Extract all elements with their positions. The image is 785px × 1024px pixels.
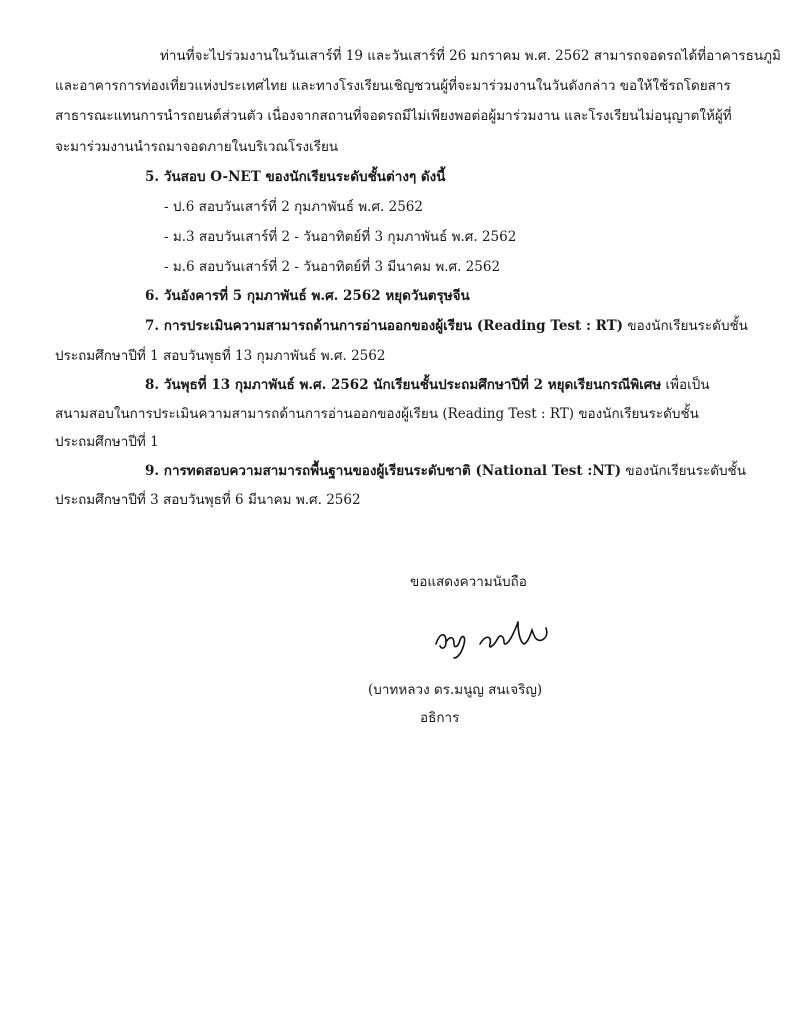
item-9-heading-bold: 9. การทดสอบความสามารถพื้นฐานของผู้เรียนระดับชาติ (National Test :NT) [145,463,622,479]
handwritten-signature [432,614,562,664]
item-7-heading [145,316,748,336]
item-7-heading-rest: ของนักเรียนระดับชั้น [623,318,748,334]
closing-salutation: ขอแสดงความนับถือ [410,574,527,590]
intro-line-3: สาธารณะแทนการนำรถยนต์ส่วนตัว เนื่องจากสถานที่จอดรถมีไม่เพียงพอต่อผู้มาร่วมงาน และโรงเรียนไม่อนุญาตให้ผู้ที่ [55,108,732,124]
item-8-heading-bold: 8. วันพุธที่ 13 กุมภาพันธ์ พ.ศ. 2562 นักเรียนชั้นประถมศึกษาปีที่ 2 หยุดเรียนกรณีพิเศษ [145,377,662,393]
item-5-sub-3: - ม.6 สอบวันเสาร์ที่ 2 - วันอาทิตย์ที่ 3 มีนาคม พ.ศ. 2562 [164,259,501,275]
intro-line-4: จะมาร่วมงานนำรถมาจอดภายในบริเวณโรงเรียน [55,139,339,155]
item-9-heading [145,461,746,481]
item-7-heading-bold: 7. การประเมินความสามารถด้านการอ่านออกของผู้เรียน (Reading Test : RT) [145,318,624,334]
item-9-line-2: ประถมศึกษาปีที่ 3 สอบวันพุธที่ 6 มีนาคม พ.ศ. 2562 [55,492,361,508]
item-8-line-3: ประถมศึกษาปีที่ 1 [55,434,159,450]
item-8-line-2: สนามสอบในการประเมินความสามารถด้านการอ่านออกของผู้เรียน (Reading Test : RT) ของนักเรียนระดับชั้น [55,406,699,422]
item-8-heading-rest: เพื่อเป็น [661,377,710,393]
item-6-heading: 6. วันอังคารที่ 5 กุมภาพันธ์ พ.ศ. 2562 หยุดวันตรุษจีน [145,288,470,304]
item-8-heading [145,375,710,395]
item-7-line-2: ประถมศึกษาปีที่ 1 สอบวันพุธที่ 13 กุมภาพันธ์ พ.ศ. 2562 [55,348,386,364]
signer-title: อธิการ [420,710,460,726]
item-5-heading: 5. วันสอบ O-NET ของนักเรียนระดับชั้นต่างๆ ดังนี้ [145,169,446,185]
intro-line-1: ท่านที่จะไปร่วมงานในวันเสาร์ที่ 19 และวันเสาร์ที่ 26 มกราคม พ.ศ. 2562 สามารถจอดรถได้ที่อาคารธนภูมิ [160,48,781,64]
item-5-sub-1: - ป.6 สอบวันเสาร์ที่ 2 กุมภาพันธ์ พ.ศ. 2562 [164,199,423,215]
signer-name: (บาทหลวง ดร.มนูญ สนเจริญ) [368,682,543,698]
item-9-heading-rest: ของนักเรียนระดับชั้น [621,463,746,479]
item-5-sub-2: - ม.3 สอบวันเสาร์ที่ 2 - วันอาทิตย์ที่ 3 กุมภาพันธ์ พ.ศ. 2562 [164,229,517,245]
intro-line-2: และอาคารการท่องเที่ยวแห่งประเทศไทย และทางโรงเรียนเชิญชวนผู้ที่จะมาร่วมงานในวันดังกล่าว ขอให้ใช้รถโดยสาร [55,78,731,94]
